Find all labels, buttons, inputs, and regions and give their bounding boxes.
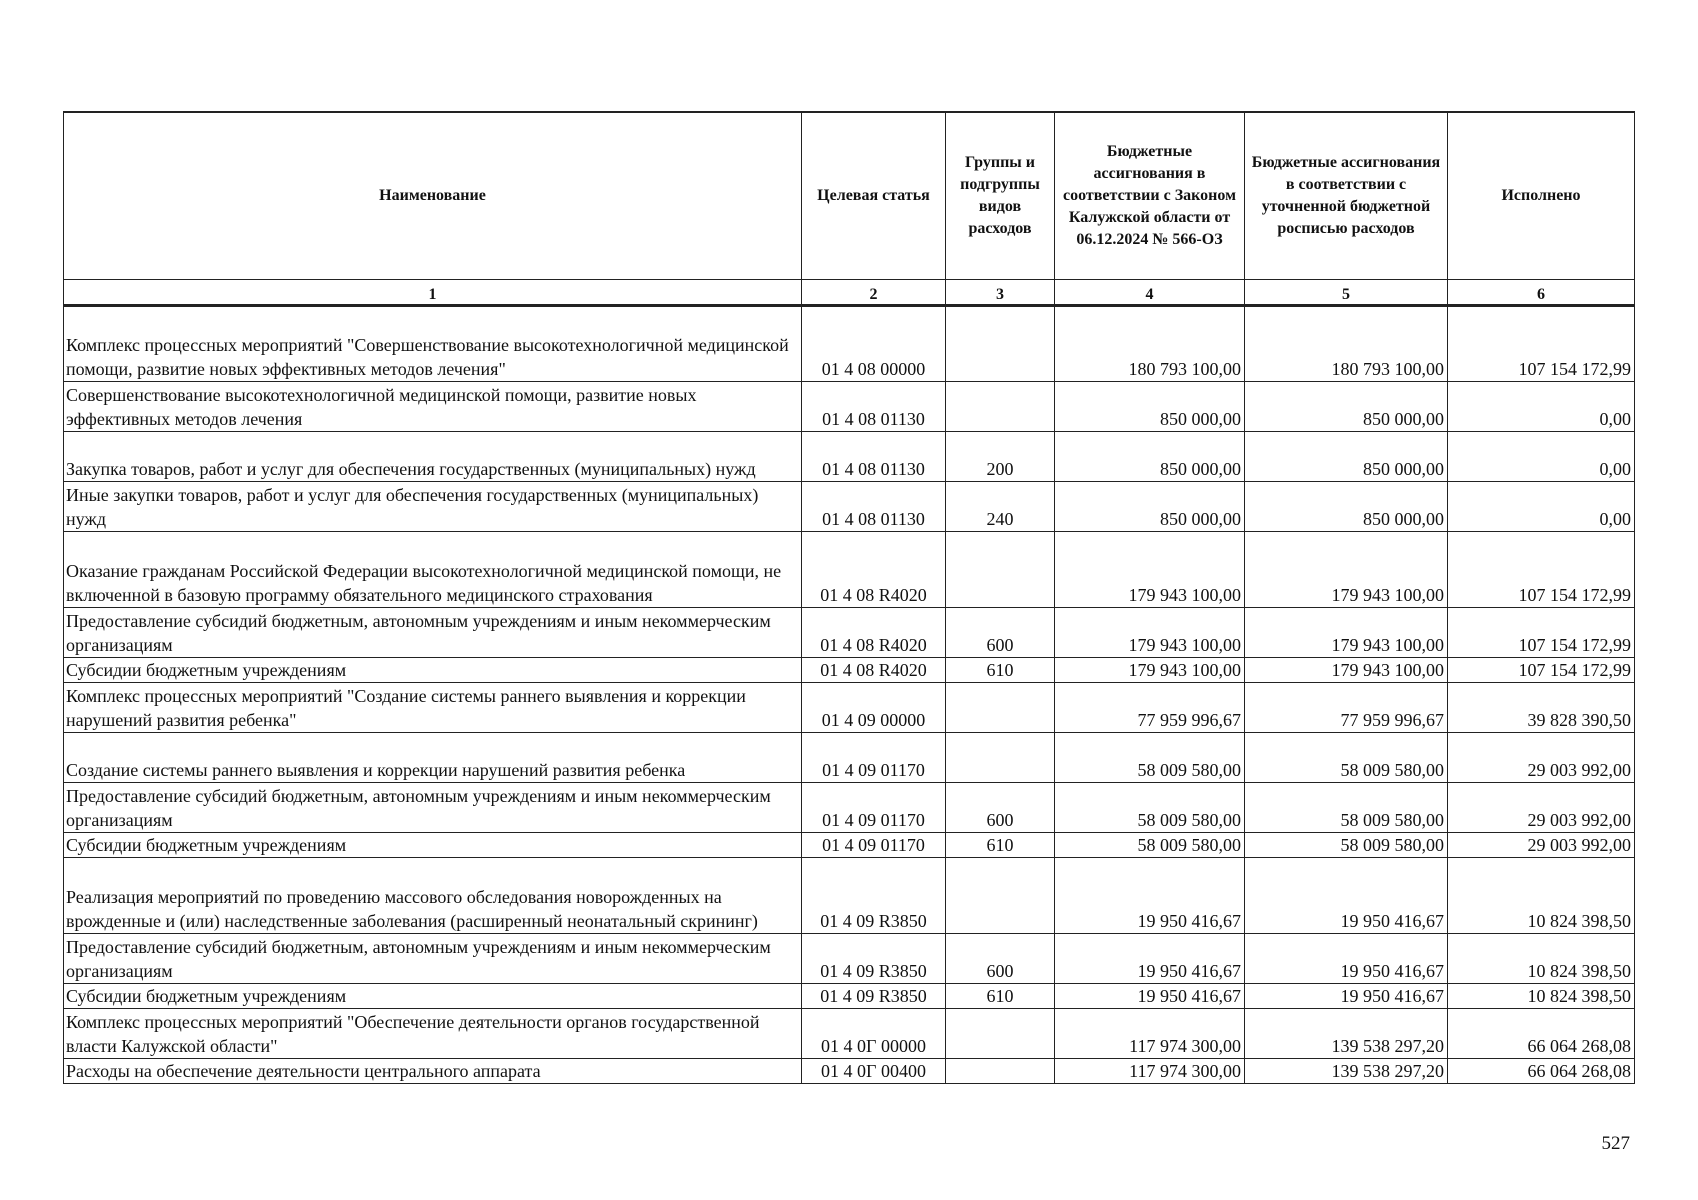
row-executed-amount: 107 154 172,99 [1448,306,1635,382]
row-name: Комплекс процессных мероприятий "Обеспечение деятельности органов государственной власти Калужской области" [64,1009,802,1059]
row-target-article: 01 4 08 01130 [802,482,946,532]
table-row [64,733,1635,783]
row-law-amount: 850 000,00 [1055,482,1245,532]
row-law-amount: 58 009 580,00 [1055,783,1245,833]
row-law-amount: 19 950 416,67 [1055,934,1245,984]
row-name: Комплекс процессных мероприятий "Создание системы раннего выявления и коррекции нарушений развития ребенка" [64,683,802,733]
row-refined-amount: 850 000,00 [1245,482,1448,532]
table-row [64,833,1635,858]
row-law-amount: 850 000,00 [1055,432,1245,482]
row-expense-group: 240 [946,482,1055,532]
row-name: Субсидии бюджетным учреждениям [64,833,802,858]
row-refined-amount: 179 943 100,00 [1245,658,1448,683]
row-law-amount: 179 943 100,00 [1055,532,1245,608]
row-refined-amount: 58 009 580,00 [1245,783,1448,833]
row-expense-group [946,1009,1055,1059]
row-target-article: 01 4 08 R4020 [802,658,946,683]
row-name: Создание системы раннего выявления и коррекции нарушений развития ребенка [64,733,802,783]
row-target-article: 01 4 08 R4020 [802,608,946,658]
header-refined-allocations: Бюджетные ассигнования в соответствии с уточненной бюджетной росписью расходов [1245,112,1448,280]
table-row [64,608,1635,658]
table-row [64,432,1635,482]
row-target-article: 01 4 08 01130 [802,382,946,432]
row-expense-group: 610 [946,984,1055,1009]
row-law-amount: 77 959 996,67 [1055,683,1245,733]
row-executed-amount: 29 003 992,00 [1448,733,1635,783]
row-expense-group [946,683,1055,733]
row-law-amount: 117 974 300,00 [1055,1009,1245,1059]
row-law-amount: 850 000,00 [1055,382,1245,432]
row-refined-amount: 179 943 100,00 [1245,608,1448,658]
row-refined-amount: 19 950 416,67 [1245,934,1448,984]
row-executed-amount: 0,00 [1448,432,1635,482]
row-law-amount: 179 943 100,00 [1055,608,1245,658]
table-row [64,783,1635,833]
row-name: Расходы на обеспечение деятельности центрального аппарата [64,1059,802,1084]
row-target-article: 01 4 09 R3850 [802,934,946,984]
table-header-row [64,112,1635,280]
row-name: Совершенствование высокотехнологичной медицинской помощи, развитие новых эффективных методов лечения [64,382,802,432]
row-expense-group [946,382,1055,432]
row-law-amount: 19 950 416,67 [1055,858,1245,934]
row-name: Предоставление субсидий бюджетным, автономным учреждениям и иным некоммерческим организациям [64,608,802,658]
row-target-article: 01 4 0Г 00000 [802,1009,946,1059]
column-number: 5 [1245,280,1448,306]
table-row [64,1009,1635,1059]
row-target-article: 01 4 09 01170 [802,833,946,858]
table-row [64,683,1635,733]
row-expense-group: 600 [946,783,1055,833]
row-refined-amount: 139 538 297,20 [1245,1009,1448,1059]
header-target-article: Целевая статья [802,112,946,280]
row-law-amount: 19 950 416,67 [1055,984,1245,1009]
table-row [64,306,1635,382]
row-refined-amount: 19 950 416,67 [1245,984,1448,1009]
row-refined-amount: 58 009 580,00 [1245,833,1448,858]
row-target-article: 01 4 09 R3850 [802,984,946,1009]
row-name: Иные закупки товаров, работ и услуг для обеспечения государственных (муниципальных) нужд [64,482,802,532]
page-number: 527 [1601,1133,1630,1154]
table-row [64,382,1635,432]
row-law-amount: 58 009 580,00 [1055,733,1245,783]
header-name: Наименование [64,112,802,280]
table-row [64,658,1635,683]
row-refined-amount: 139 538 297,20 [1245,1059,1448,1084]
row-executed-amount: 107 154 172,99 [1448,608,1635,658]
row-refined-amount: 58 009 580,00 [1245,733,1448,783]
row-expense-group: 600 [946,608,1055,658]
row-target-article: 01 4 0Г 00400 [802,1059,946,1084]
row-executed-amount: 107 154 172,99 [1448,658,1635,683]
row-target-article: 01 4 09 00000 [802,683,946,733]
row-expense-group: 610 [946,658,1055,683]
header-law-allocations: Бюджетные ассигнования в соответствии с Законом Калужской области от 06.12.2024 № 566-ОЗ [1055,112,1245,280]
row-name: Комплекс процессных мероприятий "Совершенствование высокотехнологичной медицинской помощи, развитие новых эффективных методов лечения" [64,306,802,382]
table-row [64,1059,1635,1084]
row-refined-amount: 180 793 100,00 [1245,306,1448,382]
table-row [64,532,1635,608]
row-executed-amount: 10 824 398,50 [1448,984,1635,1009]
row-executed-amount: 66 064 268,08 [1448,1009,1635,1059]
row-target-article: 01 4 09 01170 [802,783,946,833]
row-target-article: 01 4 09 01170 [802,733,946,783]
row-target-article: 01 4 08 01130 [802,432,946,482]
row-name: Оказание гражданам Российской Федерации высокотехнологичной медицинской помощи, не включенной в базовую программу обязательного медицинского страхования [64,532,802,608]
row-executed-amount: 39 828 390,50 [1448,683,1635,733]
header-expense-groups: Группы и подгруппы видов расходов [946,112,1055,280]
column-number: 3 [946,280,1055,306]
row-executed-amount: 0,00 [1448,482,1635,532]
column-numbers-row [64,280,1635,306]
row-target-article: 01 4 08 R4020 [802,532,946,608]
row-expense-group: 200 [946,432,1055,482]
budget-table [63,111,1635,1084]
column-number: 2 [802,280,946,306]
row-name: Предоставление субсидий бюджетным, автономным учреждениям и иным некоммерческим организациям [64,934,802,984]
row-name: Субсидии бюджетным учреждениям [64,658,802,683]
table-row [64,934,1635,984]
column-number: 6 [1448,280,1635,306]
row-expense-group: 610 [946,833,1055,858]
row-law-amount: 179 943 100,00 [1055,658,1245,683]
row-name: Предоставление субсидий бюджетным, автономным учреждениям и иным некоммерческим организациям [64,783,802,833]
row-executed-amount: 0,00 [1448,382,1635,432]
row-expense-group [946,532,1055,608]
row-target-article: 01 4 09 R3850 [802,858,946,934]
row-refined-amount: 179 943 100,00 [1245,532,1448,608]
row-name: Реализация мероприятий по проведению массового обследования новорожденных на врожденные и (или) наследственные заболевания (расширенный неонатальный скрининг) [64,858,802,934]
row-executed-amount: 10 824 398,50 [1448,858,1635,934]
row-name: Закупка товаров, работ и услуг для обеспечения государственных (муниципальных) нужд [64,432,802,482]
row-executed-amount: 29 003 992,00 [1448,783,1635,833]
row-expense-group: 600 [946,934,1055,984]
row-target-article: 01 4 08 00000 [802,306,946,382]
row-refined-amount: 77 959 996,67 [1245,683,1448,733]
row-expense-group [946,733,1055,783]
row-executed-amount: 66 064 268,08 [1448,1059,1635,1084]
row-expense-group [946,306,1055,382]
table-row [64,858,1635,934]
row-expense-group [946,858,1055,934]
row-refined-amount: 850 000,00 [1245,432,1448,482]
header-executed: Исполнено [1448,112,1635,280]
row-law-amount: 117 974 300,00 [1055,1059,1245,1084]
row-law-amount: 180 793 100,00 [1055,306,1245,382]
row-executed-amount: 29 003 992,00 [1448,833,1635,858]
table-row [64,984,1635,1009]
column-number: 1 [64,280,802,306]
row-refined-amount: 19 950 416,67 [1245,858,1448,934]
row-name: Субсидии бюджетным учреждениям [64,984,802,1009]
row-refined-amount: 850 000,00 [1245,382,1448,432]
table-row [64,482,1635,532]
row-executed-amount: 107 154 172,99 [1448,532,1635,608]
column-number: 4 [1055,280,1245,306]
row-executed-amount: 10 824 398,50 [1448,934,1635,984]
row-expense-group [946,1059,1055,1084]
row-law-amount: 58 009 580,00 [1055,833,1245,858]
